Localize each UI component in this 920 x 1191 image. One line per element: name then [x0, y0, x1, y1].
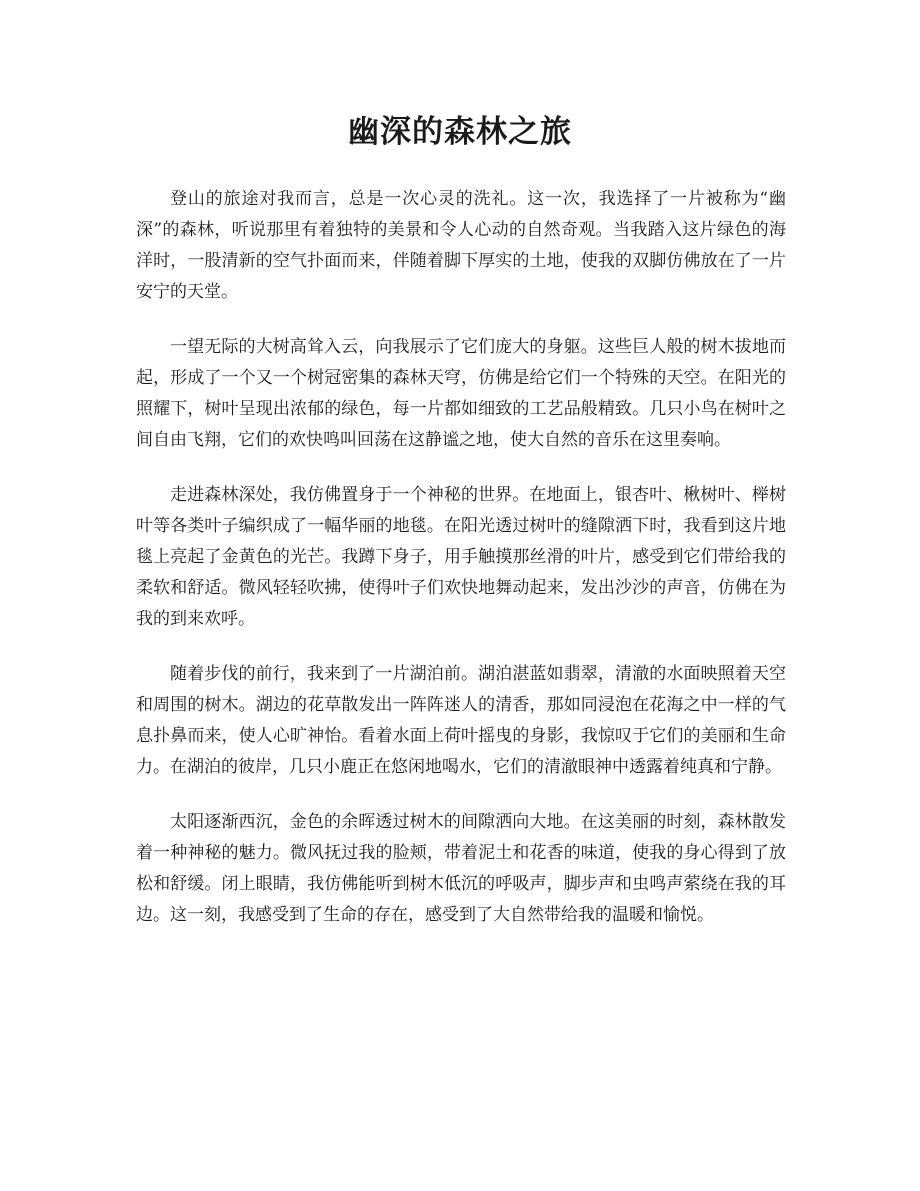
paragraph-4: 随着步伐的前行，我来到了一片湖泊前。湖泊湛蓝如翡翠，清澈的水面映照着天空和周围的树木。湖边的花草散发出一阵阵迷人的清香，那如同浸泡在花海之中一样的气息扑鼻而来，使人心旷神怡。看着水面上荷叶摇曳的身影，我惊叹于它们的美丽和生命力。在湖泊的彼岸，几只小鹿正在悠闲地喝水，它们的清澈眼神中透露着纯真和宁静。	[136, 664, 786, 777]
paragraph-1: 登山的旅途对我而言，总是一次心灵的洗礼。这一次，我选择了一片被称为“幽深”的森林，听说那里有着独特的美景和令人心动的自然奇观。当我踏入这片绿色的海洋时，一股清新的空气扑面而来，伴随着脚下厚实的土地，使我的双脚仿佛放在了一片安宁的天堂。	[136, 189, 786, 302]
paragraph-2: 一望无际的大树高耸入云，向我展示了它们庞大的身躯。这些巨人般的树木拔地而起，形成了一个又一个树冠密集的森林天穹，仿佛是给它们一个特殊的天空。在阳光的照耀下，树叶呈现出浓郁的绿色，每一片都如细致的工艺品般精致。几只小鸟在树叶之间自由飞翔，它们的欢快鸣叫回荡在这静谧之地，使大自然的音乐在这里奏响。	[136, 337, 786, 450]
document-title: 幽深的森林之旅	[348, 114, 572, 150]
document-body	[136, 184, 786, 955]
paragraph-5: 太阳逐渐西沉，金色的余晖透过树木的间隙洒向大地。在这美丽的时刻，森林散发着一种神秘的魅力。微风抚过我的脸颊，带着泥土和花香的味道，使我的身心得到了放松和舒缓。闭上眼睛，我仿佛能听到树木低沉的呼吸声，脚步声和虫鸣声萦绕在我的耳边。这一刻，我感受到了生命的存在，感受到了大自然带给我的温暖和愉悦。	[136, 812, 786, 925]
paragraph-3: 走进森林深处，我仿佛置身于一个神秘的世界。在地面上，银杏叶、楸树叶、榉树叶等各类叶子编织成了一幅华丽的地毯。在阳光透过树叶的缝隙洒下时，我看到这片地毯上亮起了金黄色的光芒。我蹲下身子，用手触摸那丝滑的叶片，感受到它们带给我的柔软和舒适。微风轻轻吹拂，使得叶子们欢快地舞动起来，发出沙沙的声音，仿佛在为我的到来欢呼。	[136, 485, 786, 629]
